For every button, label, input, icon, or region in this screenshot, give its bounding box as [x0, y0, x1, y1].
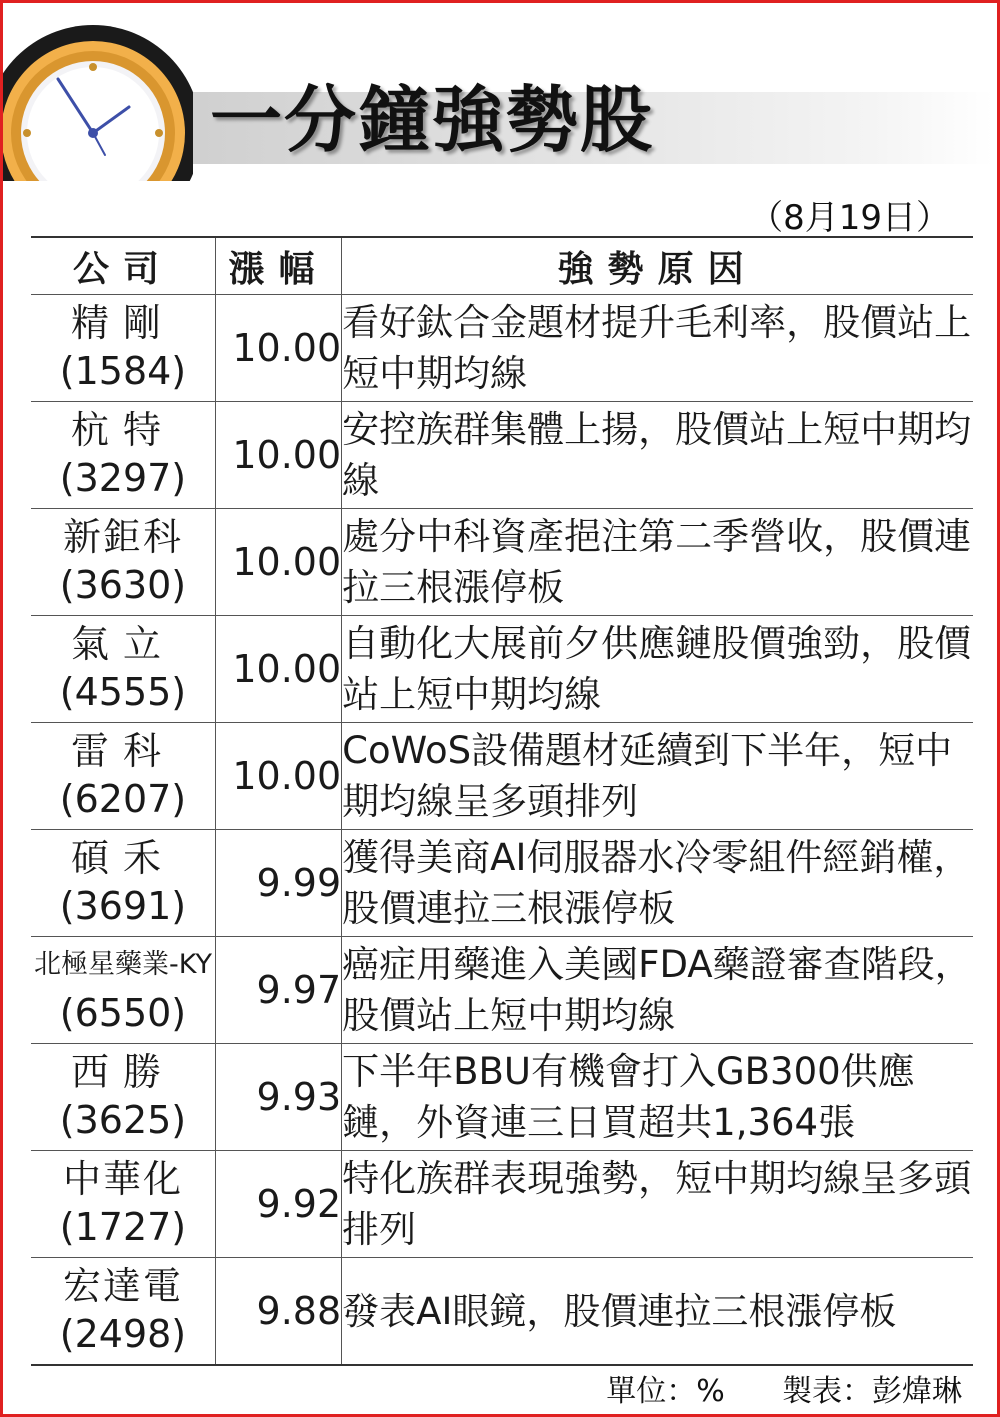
change-cell: 10.00 [215, 402, 341, 509]
table-row [31, 723, 973, 830]
stock-code: (4555) [59, 670, 187, 714]
change-cell: 10.00 [215, 723, 341, 830]
change-cell: 9.92 [215, 1151, 341, 1258]
table-row [31, 830, 973, 937]
table-row [31, 937, 973, 1044]
date-label: （8月19日） [749, 198, 950, 238]
reason-cell: 特化族群表現強勢，短中期均線呈多頭排列 [342, 1151, 973, 1258]
table-row [31, 509, 973, 616]
company-cell [31, 937, 215, 1044]
stock-code: (1584) [59, 349, 187, 393]
company-name: 氣立 [70, 622, 175, 666]
stock-code: (2498) [59, 1312, 187, 1356]
change-cell: 9.93 [215, 1044, 341, 1151]
reason-cell: 看好鈦合金題材提升毛利率，股價站上短中期均線 [342, 295, 973, 402]
header-reason: 強勢原因 [342, 237, 973, 295]
company-name: 宏達電 [62, 1264, 183, 1308]
company-cell [31, 723, 215, 830]
company-name: 雷科 [70, 729, 175, 773]
company-cell [31, 402, 215, 509]
stock-code: (3630) [59, 563, 187, 607]
stock-table [31, 236, 973, 1366]
change-cell: 10.00 [215, 295, 341, 402]
company-name: 西勝 [70, 1050, 175, 1094]
company-cell [31, 1151, 215, 1258]
stock-code: (1727) [59, 1205, 187, 1249]
table-row [31, 616, 973, 723]
table-row [31, 1044, 973, 1151]
table-row [31, 1151, 973, 1258]
company-name: 中華化 [62, 1157, 183, 1201]
company-name: 北極星藥業-KY [33, 949, 212, 980]
company-name: 精剛 [70, 301, 175, 345]
stock-code: (6207) [59, 777, 187, 821]
table-row [31, 295, 973, 402]
company-name: 碩禾 [70, 836, 175, 880]
company-name: 杭特 [70, 408, 175, 452]
company-name: 新鉅科 [62, 515, 183, 559]
company-cell [31, 1258, 215, 1366]
table-row [31, 402, 973, 509]
header-row [31, 237, 973, 295]
reason-cell: CoWoS設備題材延續到下半年，短中期均線呈多頭排列 [342, 723, 973, 830]
change-cell: 9.88 [215, 1258, 341, 1366]
change-cell: 9.99 [215, 830, 341, 937]
change-cell: 10.00 [215, 509, 341, 616]
table-row [31, 1258, 973, 1366]
reason-cell: 下半年BBU有機會打入GB300供應鏈，外資連三日買超共1,364張 [342, 1044, 973, 1151]
company-cell [31, 830, 215, 937]
company-cell [31, 616, 215, 723]
reason-cell: 獲得美商AI伺服器水冷零組件經銷權，股價連拉三根漲停板 [342, 830, 973, 937]
stock-code: (6550) [59, 991, 187, 1035]
change-cell: 10.00 [215, 616, 341, 723]
header-change: 漲幅 [215, 237, 341, 295]
reason-cell: 自動化大展前夕供應鏈股價強勁，股價站上短中期均線 [342, 616, 973, 723]
stock-code: (3625) [59, 1098, 187, 1142]
header-company: 公司 [31, 237, 215, 295]
reason-cell: 癌症用藥進入美國FDA藥證審查階段，股價站上短中期均線 [342, 937, 973, 1044]
change-cell: 9.97 [215, 937, 341, 1044]
company-cell [31, 295, 215, 402]
page-title: 一分鐘強勢股 [210, 78, 655, 162]
unit-note: 單位：% [606, 1374, 725, 1409]
table-footer [606, 1366, 962, 1410]
company-cell [31, 1044, 215, 1151]
reason-cell: 發表AI眼鏡，股價連拉三根漲停板 [342, 1258, 973, 1366]
clock-icon [3, 3, 193, 181]
company-cell [31, 509, 215, 616]
reason-cell: 安控族群集體上揚，股價站上短中期均線 [342, 402, 973, 509]
stock-code: (3691) [59, 884, 187, 928]
maker-credit: 製表：彭煒琳 [782, 1374, 962, 1409]
reason-cell: 處分中科資產挹注第二季營收，股價連拉三根漲停板 [342, 509, 973, 616]
stock-code: (3297) [59, 456, 187, 500]
